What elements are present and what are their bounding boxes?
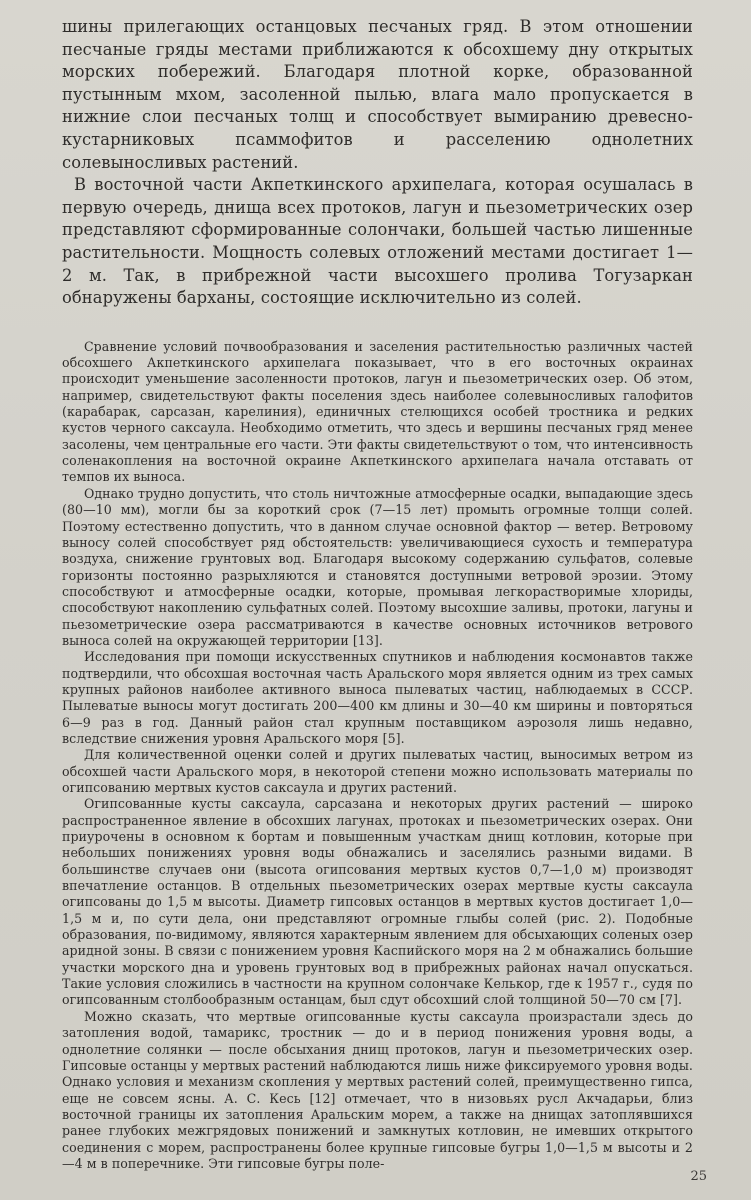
paragraph: Сравнение условий почвообразования и заселения растительностью различных частей обсохшего Акпеткинского архипелага показывает, что в его восточных окраинах происходит уменьшение засоленности протоков, лагун и пьезометрических озер. Об этом, например, свидетельствуют факты поселения здесь наиболее солевыносливых галофитов (карабарак, сарсазан, карелиния), единичных стелющихся особей тростника и редких кустов черного саксаула. Необходимо отметить, что здесь и вершины песчаных гряд менее засолены, чем центральные его части. Эти факты свидетельствуют о том, что интенсивность соленакопления на восточной окраине Акпеткинского архипелага начала отставать от темпов их выноса. [62, 338, 693, 485]
paragraph: Исследования при помощи искусственных спутников и наблюдения космонавтов также подтвердили, что обсохшая восточная часть Аральского моря является одним из трех самых крупных районов наиболее активного выноса пылеватых частиц, наблюдаемых в СССР. Пылеватые выносы могут достигать 200—400 км длины и 30—40 км ширины и повторяться 6—9 раз в год. Данный район стал крупным поставщиком аэрозоля лишь недавно, вследствие снижения уровня Аральского моря [5]. [62, 649, 693, 746]
paragraph: Огипсованные кусты саксаула, сарсазана и некоторых других растений — широко распространенное явление в обсохших лагунах, протоках и пьезометрических озерах. Они приурочены в основном к бортам и повышенным участкам днищ котловин, которые при небольших понижениях уровня воды обнажались и заселялись разными видами. В большинстве случаев они (высота огипсования мертвых кустов 0,7—1,0 м) производят впечатление останцов. В отдельных пьезометрических озерах мертвые кусты саксаула огипсованы до 1,5 м высоты. Диаметр гипсовых останцов в мертвых кустов достигает 1,0—1,5 м и, по сути дела, они представляют огромные глыбы солей (рис. 2). Подобные образования, по-видимому, являются характерным явлением для обсыхающих соленых озер аридной зоны. В связи с понижением уровня Каспийского моря на 2 м обнажались большие участки морского дна и уровень грунтовых вод в прибрежных районах начал опускаться. Такие условия сложились в частности на крупном солончаке Келькор, где к 1957 г., судя по огипсованным столбообразным останцам, был сдут обсохший слой толщиной 50—70 см [7]. [62, 796, 693, 1008]
page-number: 25 [690, 1169, 707, 1184]
paragraph: Можно сказать, что мертвые огипсованные кусты саксаула произрастали здесь до затопления водой, тамарикс, тростник — до и в период понижения уровня воды, а однолетние солянки — после обсыхания днищ протоков, лагун и пьезометрических озер. Гипсовые останцы у мертвых растений наблюдаются лишь ниже фиксируемого уровня воды. Однако условия и механизм скопления у мертвых растений солей, преимущественно гипса, еще не совсем ясны. А. С. Кесь [12] отмечает, что в низовьях русл Акчадарьи, близ восточной границы их затопления Аральским морем, а также на днищах затоплявшихся ранее глубоких межгрядовых понижений и замкнутых котловин, не имевших открытого соединения с морем, распространены более крупные гипсовые бугры 1,0—1,5 м высоты и 2—4 м в поперечнике. Эти гипсовые бугры поле- [62, 1008, 693, 1171]
small-print-block [62, 339, 693, 1173]
paragraph: Для количественной оценки солей и других пылеватых частиц, выносимых ветром из обсохшей части Аральского моря, в некоторой степени можно использовать материалы по огипсованию мертвых кустов саксаула и других растений. [62, 747, 693, 795]
paragraph: шины прилегающих останцовых песчаных гряд. В этом отношении песчаные гряды местами приближаются к обсохшему дну открытых морских побережий. Благодаря плотной корке, образованной пустынным мхом, засоленной пылью, влага мало пропускается в нижние слои песчаных толщ и способствует вымиранию древесно-кустарниковых псаммофитов и расселению однолетних солевыносливых растений. [62, 17, 693, 172]
paragraph: Однако трудно допустить, что столь ничтожные атмосферные осадки, выпадающие здесь (80—10 мм), могли бы за короткий срок (7—15 лет) промыть огромные толщи солей. Поэтому естественно допустить, что в данном случае основной фактор — ветер. Ветровому выносу солей способствует ряд обстоятельств: увеличивающиеся сухость и температура воздуха, снижение грунтовых вод. Благодаря высокому содержанию сульфатов, солевые горизонты постоянно разрыхляются и становятся доступными ветровой эрозии. Этому способствуют и атмосферные осадки, которые, промывая легкорастворимые хлориды, способствуют накоплению сульфатных солей. Поэтому высохшие заливы, протоки, лагуны и пьезометрические озера рассматриваются в качестве основных источников ветрового выноса солей на окружающей территории [13]. [62, 485, 693, 648]
main-text-block [62, 16, 693, 310]
paragraph: В восточной части Акпеткинского архипелага, которая осушалась в первую очередь, днища всех протоков, лагун и пьезометрических озер представляют сформированные солончаки, большей частью лишенные растительности. Мощность солевых отложений местами достигает 1—2 м. Так, в прибрежной части высохшего пролива Тогузаркан обнаружены барханы, состоящие исключительно из солей. [62, 175, 693, 308]
section-gap [62, 310, 693, 339]
